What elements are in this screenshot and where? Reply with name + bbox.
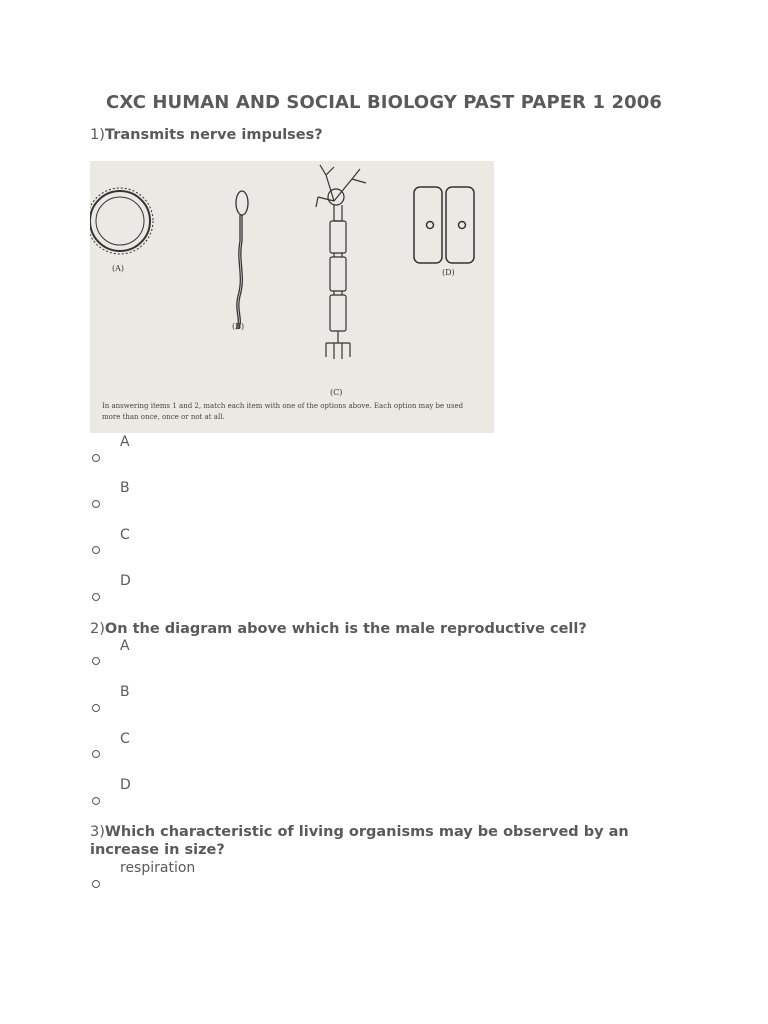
q1-option-d-radio[interactable] [92,593,100,601]
ovum-icon [90,188,153,254]
question-text: Which characteristic of living organisms may be observed by an increase in size? [90,824,629,858]
q3-option-respiration-radio[interactable] [92,880,100,888]
option-label: C [120,527,130,543]
plant-cells-icon [414,187,474,263]
q2-option-d-radio[interactable] [92,797,100,805]
q2-option-c-radio[interactable] [92,750,100,758]
question-text: On the diagram above which is the male reproductive cell? [104,621,587,637]
question-3 [90,823,650,859]
label-b: (B) [232,322,245,331]
option-label: B [120,684,130,700]
option-label: D [120,777,131,793]
question-2 [90,620,690,638]
q2-option-a-radio[interactable] [92,657,100,665]
label-c: (C) [330,388,343,397]
label-a: (A) [112,264,125,273]
q1-option-c-radio[interactable] [92,546,100,554]
cell-diagram [90,161,494,433]
question-text: Transmits nerve impulses? [104,127,323,143]
q2-option-b-radio[interactable] [92,704,100,712]
neuron-icon [316,165,366,359]
option-label: D [120,573,131,589]
q1-option-a-radio[interactable] [92,454,100,462]
option-label: A [120,638,130,654]
cell-diagram-drawing [90,161,494,433]
figure-caption: In answering items 1 and 2, match each item with one of the options above. Each option may be used more than once, once or not at all. [102,402,464,421]
question-1 [90,126,690,144]
option-label: A [120,434,130,450]
label-d: (D) [442,268,455,277]
option-label: B [120,480,130,496]
option-label: C [120,731,130,747]
question-number: 3) [90,824,105,840]
q1-option-b-radio[interactable] [92,500,100,508]
page-title: CXC HUMAN AND SOCIAL BIOLOGY PAST PAPER 1 2006 [106,92,662,113]
sperm-icon [236,191,248,329]
question-number: 2) [90,621,105,637]
question-number: 1) [90,127,105,143]
option-label: respiration [120,860,196,876]
